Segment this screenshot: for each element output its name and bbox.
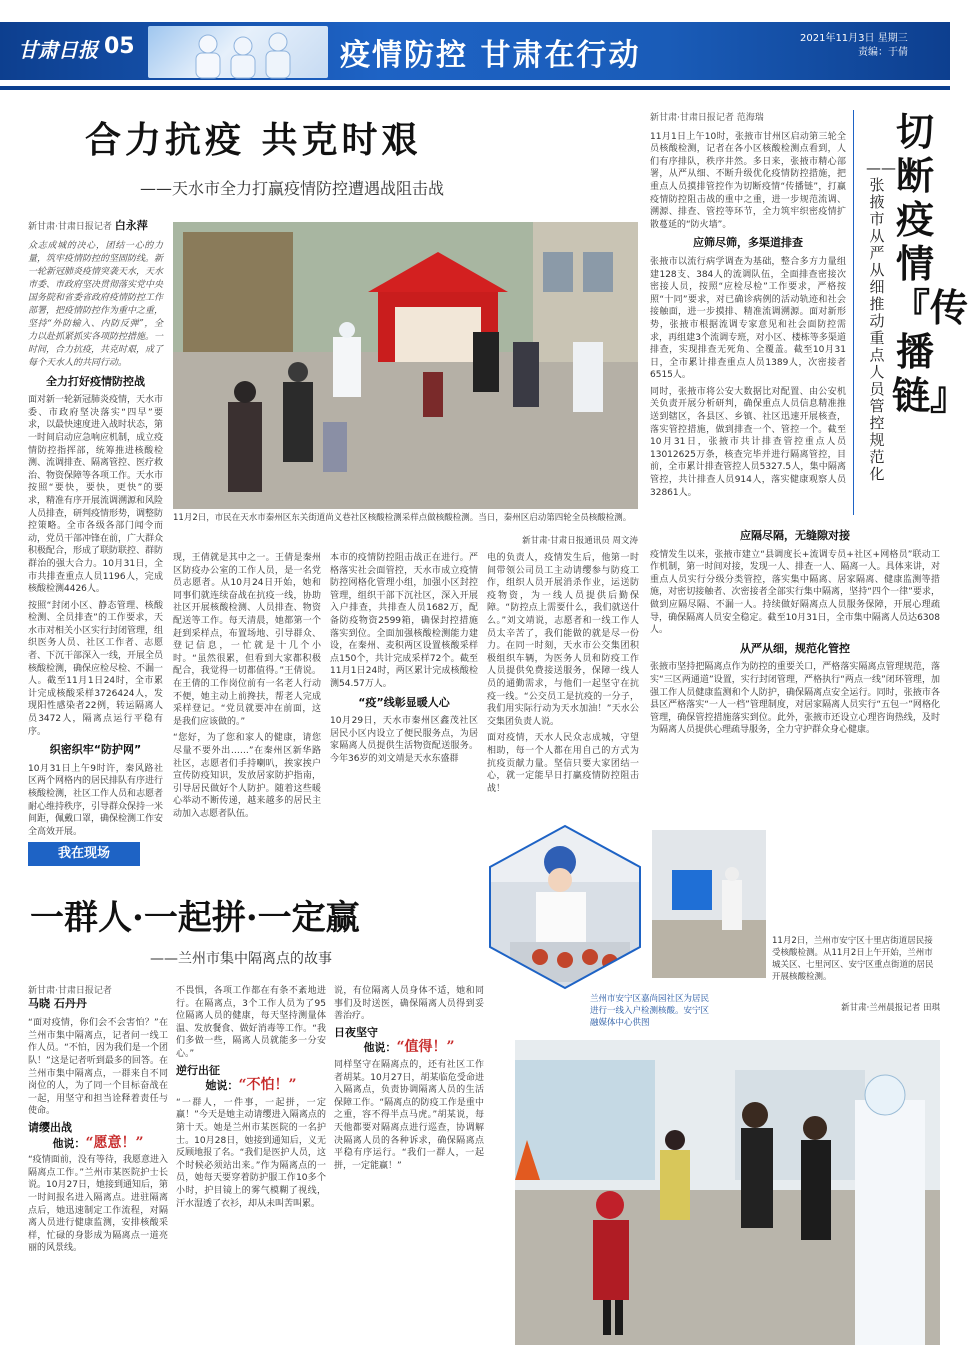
quote-2: 她说：“不怕！” [205, 1077, 297, 1094]
photo-1-credit: 新甘肃·甘肃日报通讯员 周文涛 [522, 536, 638, 546]
bottom-headline: 一群人·一起拼·一定赢 [30, 898, 360, 938]
section-2-text: 10月31日上午9时许，秦风路社区两个网格内的居民排队有序进行核酸检测，社区工作人员和志愿者耐心维持秩序，引导群众保持一米间距，佩戴口罩，确保检测工作安全高效开展。 [28, 763, 164, 837]
right-byline: 新甘肃·甘肃日报记者 范海瑞 [650, 113, 764, 123]
right-section-2-text: 疫情发生以来，张掖市建立“县调度长+流调专员+社区+网格员”联动工作机制，第一时间对接，发现一人、排查一人、隔离一人。具体来讲，对重点人员实行分级分类管控，落实集中隔离、居家隔离、健康监测等措施，对密切接触者、次密接者全部实行集中隔离，坚持“四个一律”要求，做到应隔尽隔、不漏一人。持续做好隔离点人员服务保障，开展心理疏导，确保隔离人员安全稳定。截至10月31日，全市集中隔离人员达6308人。 [650, 549, 940, 636]
right-section-title-2: 应隔尽隔，无缝隙对接 [740, 529, 850, 542]
medical-workers-illustration [148, 26, 328, 78]
editor-credit: 责编：于倩 [858, 47, 908, 58]
quote-1-subtitle: 请缨出战 [28, 1120, 72, 1134]
hexagon-photo-frame [480, 822, 650, 992]
issue-date: 2021年11月3日 星期三 [800, 33, 908, 44]
photo-1-caption: 11月2日，市民在天水市秦州区东关街道尚义巷社区核酸检测采样点做核酸检测。当日，秦州区启动第四轮全员核酸检测。 [173, 513, 632, 523]
column-4-text: 电的负责人，疫情发生后，他第一时间带领公司员工主动请缨参与防疫工作，组织人员开展消杀作业，运送防疫物资，为一线人员提供后勤保障。“防控点上需要什么，我们就送什么。”刘文靖说，志愿者和一线工作人员太辛苦了，我们能做的就是尽一份力。在同一时刻，天水市公交集团积极组织车辆，为医务人员和防疫工作人员提供免费接送服务，保障一线人员的通勤需求，与他们一起坚守在抗疫一线。“公交员工是抗疫的一分子，我们用实际行动为天水加油！”天水公交集团负责人说。 [487, 553, 639, 727]
right-section-3-text: 张掖市坚持把隔离点作为防控的重要关口，严格落实隔离点管理规范，落实“三区两通道”设置，实行封闭管理，严格执行“两点一线”闭环管理，加强工作人员健康监测和个人防护，确保隔离点安全运行。同时，张掖市各县区严格落实“一人一档”管理制度，对居家隔离人员实行“五包一”网格化管理，确保管控措施落实到位。此外，张掖市还设立心理咨询热线，及时为隔离人员提供心理疏导服务，全力守护群众身心健康。 [650, 662, 940, 736]
kitchen-photo [480, 822, 650, 992]
bottom-byline: 新甘肃·甘肃日报记者 马晓 石丹丹 [28, 986, 112, 1010]
article-column-3 [330, 552, 478, 820]
main-headline: 合力抗疫 共克时艰 [85, 119, 422, 161]
photo-3-credit: 新甘肃·兰州晨报记者 田琪 [841, 1003, 940, 1013]
banner-title: 疫情防控 甘肃在行动 [340, 38, 641, 73]
article-column-2 [173, 552, 321, 820]
article-left-column [28, 219, 164, 837]
children-testing-photo [515, 1040, 940, 1345]
column-3-text: 本市的疫情防控阻击战正在进行。严格落实社会面管控，天水市成立疫情防控网格化管理小组，加强小区封控管理，组织干部下沉社区，深入开展入户排查，共排查人员1682万，配备防疫物资2599箱，确保封控措施落实到位。全面加强核酸检测能力建设，在秦州、麦积两区设置核酸采样点150个，共计完成采样72个。截至11月1日24时，两区累计完成核酸检测54.57万人。 [330, 553, 478, 689]
page-header [0, 0, 950, 92]
right-vertical-subtitle: ——张掖市从严从细推动重点人员管控规范化 [866, 159, 896, 483]
bottom-column-3 [334, 985, 484, 1345]
bottom-column-2 [176, 985, 326, 1345]
section-title-3: “疫”线彰显暖人心 [358, 695, 450, 709]
right-article-lower [650, 524, 940, 824]
section-1-text-2: 按照“封闭小区、静态管理、核酸检测、全员排查”的工作要求，天水市对相关小区实行封闭管理，组织医务人员、社区工作者、志愿者、下沉干部深入一线，开展全员核酸检测，确保应检尽检、不漏一人。截至11月1日24时，全市累计完成核酸采样3726424人，发现阳性感染者22例，转运隔离人员3472人，隔离点运行平稳有序。 [28, 600, 164, 737]
bottom-intro-text: “面对疫情，你们会不会害怕？”在兰州市集中隔离点，记者问一线工作人员。“不怕，因为我们是一个团队！”这是记者听到最多的回答。在兰州市集中隔离点，一群来自不同岗位的人，为了同一个目标奋战在一起，用坚守和担当诠释着责任与使命。 [28, 1018, 168, 1117]
right-intro-text: 11月1日上午10时，张掖市甘州区启动第三轮全员核酸检测，记者在各小区核酸检测点看到，人们有序排队，秩序井然。多日来，张掖市精心部署，从严从细、不断升级优化疫情防控措施，把重点人员摸排管控作为切断疫情“传播链”，打赢疫情防控阻击战的重中之重，进一步规范流调、溯源、排查、管控等环节，全力筑牢织密疫情扩散蔓延的“防火墙”。 [650, 131, 846, 230]
children-queue-scene [515, 1040, 940, 1345]
right-section-title-3: 从严从细，规范化管控 [740, 641, 850, 655]
quote-1-text: “疫情面前，没有等待，我愿意进入隔离点工作。”兰州市某医院护士长说。10月27日，她接到通知后，第一时间报名进入隔离点。进驻隔离点后，她迅速制定工作流程，对隔离人员进行健康监测，安排核酸采样，忙碌的身影成为隔离点一道亮丽的风景线。 [28, 1155, 168, 1254]
quote-1: 他说：“愿意！” [52, 1134, 144, 1151]
right-article-upper [650, 112, 846, 516]
page-number: 05 [104, 34, 135, 59]
right-vertical-title: 切断疫情『传播链』 [892, 109, 968, 418]
section-tag: 我在现场 [28, 842, 140, 866]
column-2-text: 现，王倩就是其中之一。王倩是秦州区防疫办公室的工作人员，是一名党员志愿者。从10月24日开始，她和同事们就连续奋战在抗疫一线，协助社区开展核酸检测、人员排查、物资配送等工作。每天清晨，她都第一个赶到采样点，布置场地、引导群众、登记信息，一忙就是十几个小时。“虽然很累，但看到大家都积极配合，我觉得一切都值得。”王倩说。在王倩的工作岗位前有一名老人行动不便，她主动上前搀扶，帮老人完成采样登记。“党员就要冲在前面，这是我们应该做的。” [173, 553, 321, 727]
nucleic-acid-testing-scene [173, 222, 638, 509]
quote-3: 他说：“值得！” [363, 1039, 455, 1056]
bottom-column-2-text: 不畏惧，各项工作都在有条不紊地进行。在隔离点，3个工作人员为了95位隔离人员的健康，每天坚持测量体温、发放餐食、做好消毒等工作。“我们多做一些，隔离人员就能多一分安心。” [176, 986, 326, 1059]
quote-3-text: 同样坚守在隔离点的，还有社区工作者胡某。10月27日，胡某临危受命进入隔离点，负责协调隔离人员的生活保障工作。“隔离点的防疫工作是重中之重，容不得半点马虎。”胡某说，每天他都要对隔离点进行巡查，协调解决隔离人员的各种诉求，确保隔离点平稳有序运行。“我们一群人，一起拼，一定能赢！” [334, 1059, 484, 1171]
section-1-text: 面对新一轮新冠肺炎疫情，天水市委、市政府坚决落实“四早”要求，以最快速度进入战时状态，第一时间启动应急响应机制，成立疫情防控指挥部，统筹推进核酸检测、流调排查、隔离管控、医疗救治、物资保障等各项工作。天水市按照“要快，要快，更快”的要求，精准有序开展流调溯源和风险人员排查，研判疫情形势，调整防控策略。全市各级各部门闻令而动，党员干部冲锋在前，广大群众积极配合，形成了联防联控、群防群治的强大合力。10月31日，全市共排查重点人员1196人，完成核酸检测4426人。 [28, 395, 164, 595]
quote-3-subtitle: 日夜坚守 [334, 1025, 378, 1039]
right-section-1-text-2: 同时，张掖市将公安大数据比对配置、由公安机关负责开展分析研判，确保重点人员信息精准推送到辖区，各县区、乡镇、社区迅速开展核查，落实管控措施，做到排查一个、管控一个。截至10月31日，张掖市共计排查管控重点人员13012625万条，核查完毕并进行隔离管控，目前，全市累计排查管控人员5327.5人，集中隔离管控，共计排查人员914人，落实健康观察人员32861人。 [650, 386, 846, 498]
residents-queue-scene [652, 830, 766, 978]
article-byline: 新甘肃·甘肃日报记者 白永萍 [28, 219, 148, 232]
column-3-text-2: 10月29日，天水市秦州区鑫茂社区居民小区内设立了便民服务点，为居家隔离人员提供生活物资配送服务。今年36岁的刘文靖是天水东盛群 [330, 716, 478, 764]
bottom-column-1 [28, 985, 168, 1345]
article-lead: 众志成城的决心，团结一心的力量，筑牢疫情防控的坚固防线。新一轮新冠肺炎疫情突袭天水，天水市委、市政府坚决贯彻落实党中央国务院和省委省政府疫情防控工作部署，把疫情防控作为重中之重，坚持“外防输入、内防反弹”，全力以赴抓紧抓实各项防控措施。一时间，合力抗疫，共克时艰，成了每个天水人的共同行动。 [28, 240, 164, 368]
right-section-rule [853, 110, 854, 515]
photo-3-caption: 11月2日，兰州市安宁区十里店街道居民接受核酸检测。从11月2日上午开始，兰州市城关区、七里河区、安宁区重点街道的居民开展核酸检测。 [772, 936, 934, 982]
section-title-1: 全力打好疫情防控战 [46, 374, 145, 388]
testing-site-photo [173, 222, 638, 509]
bottom-column-3-text: 说，有位隔离人员身体不适，她和同事们及时送医，确保隔离人员得到妥善治疗。 [334, 986, 484, 1022]
column-4-text-2: 面对疫情，天水人民众志成城，守望相助，每一个人都在用自己的方式为抗疫贡献力量。坚信只要大家团结一心，就一定能早日打赢疫情防控阻击战！ [487, 733, 639, 794]
banner-photo [148, 26, 328, 78]
right-section-title-1: 应筛尽筛，多渠道排查 [693, 236, 803, 250]
right-section-1-text: 张掖市以流行病学调查为基础，整合多方力量组建128支、384人的流调队伍，全面排查密接次密接人员，按照“应检尽检”工作要求，严格按照“十同”要求，对已确诊病例的活动轨迹和社会接触面，进一步摸排、精准流调溯源。面对新形势，张掖市根据流调专家意见和社会面防控需求，再组建3个流调专班，对小区、楼栋等多渠道排查，实现排查无死角、全覆盖。截至10月31日，全市累计排查重点人员1389人，次密接者6515人。 [650, 256, 846, 381]
issue-date-info [800, 32, 908, 60]
residents-testing-photo [652, 830, 766, 978]
main-subhead: ——天水市全力打赢疫情防控遭遇战阻击战 [140, 179, 445, 198]
bottom-subhead: ——兰州市集中隔离点的故事 [150, 951, 332, 967]
newspaper-logo: 甘肃日报 [18, 38, 98, 62]
quote-2-text: “一群人，一件事，一起拼，一定赢！”今天是她主动请缨进入隔离点的第十天。她是兰州市某医院的一名护士。10月28日，她接到通知后，义无反顾地报了名。“我们是医护人员，这个时候必须站出来。”作为隔离点的一员，她每天要穿着防护服工作10多个小时，护目镜上的雾气模糊了视线，汗水湿透了衣衫，却从未叫苦叫累。 [176, 1097, 326, 1209]
photo-2-caption: 兰州市安宁区嘉尚园社区为居民进行一线入户检测核酸。安宁区融媒体中心供图 [590, 994, 710, 1028]
header-rule [0, 86, 950, 90]
column-2-text-2: “您好，为了您和家人的健康，请您尽量不要外出……”在秦州区新华路社区，志愿者们手持喇叭，挨家挨户宣传防疫知识，发放居家防护指南，引导居民做好个人防护。随着这些暖心举动不断传递，越来越多的居民主动加入志愿者队伍。 [173, 733, 321, 819]
quote-2-subtitle: 逆行出征 [176, 1063, 220, 1077]
article-column-4 [487, 552, 639, 820]
section-title-2: 织密织牢“防护网” [49, 743, 142, 757]
